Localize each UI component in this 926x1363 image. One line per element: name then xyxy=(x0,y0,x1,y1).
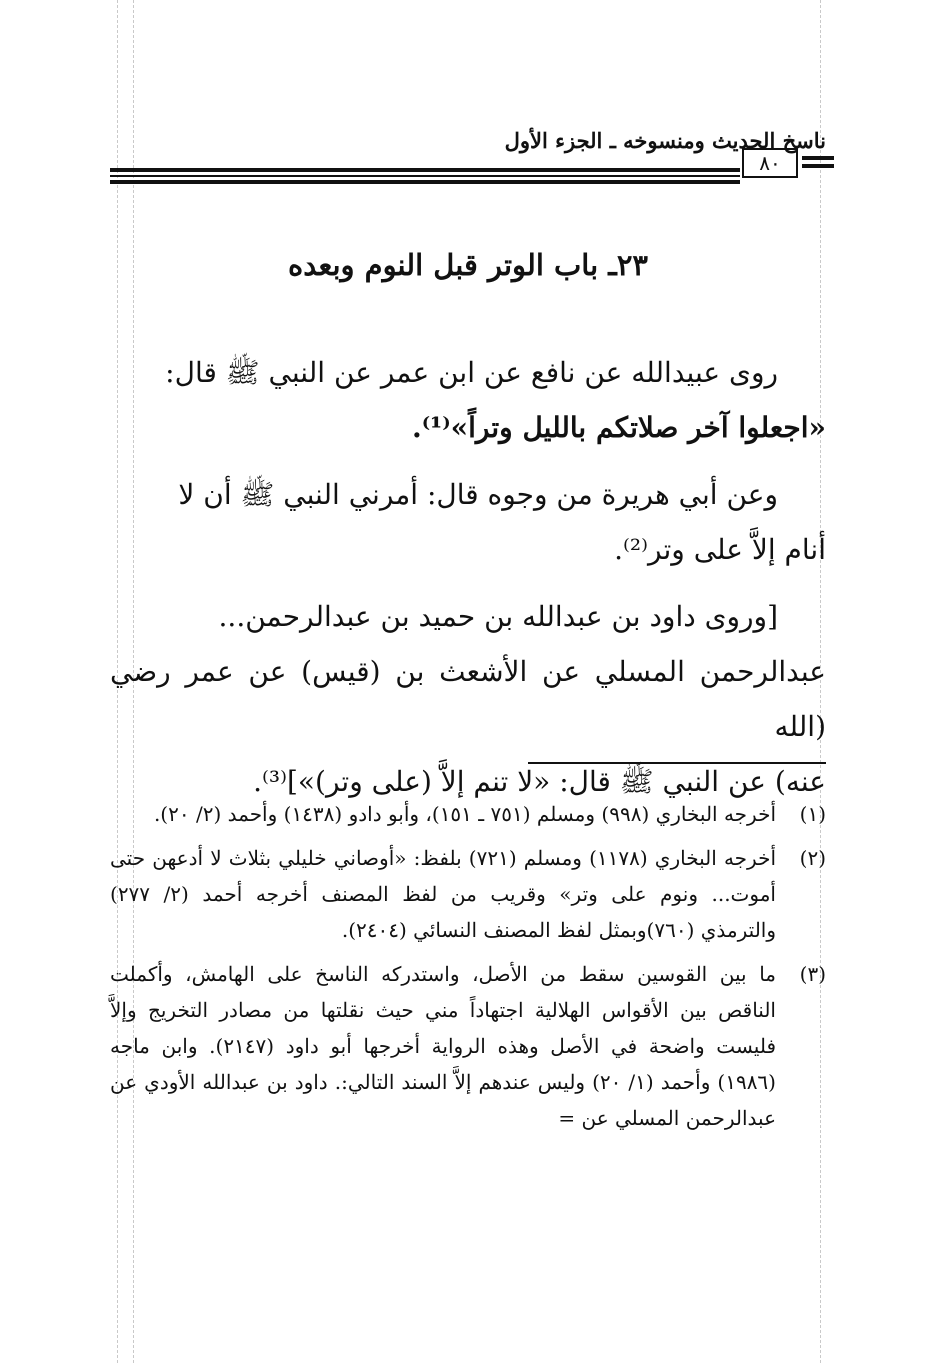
footnote-text: أخرجه البخاري (٩٩٨) ومسلم (٧٥١ ـ ١٥١)، وأبو دادو (١٤٣٨) وأحمد (٢/ ٢٠). xyxy=(153,802,776,826)
paragraph xyxy=(110,589,826,809)
footnote xyxy=(110,840,826,948)
header-rule xyxy=(110,180,740,184)
footnote-text: أخرجه البخاري (١١٧٨) ومسلم (٧٢١) بلفظ: «أوصاني خليلي بثلاث لا أدعهن حتى أموت... ونوم على وتر» وقريب من لفظ المصنف أخرجه أحمد (٢/ ٢٧٧) والترمذي (٧٦٠)وبمثل لفظ المصنف النسائي (٢٤٠٤). xyxy=(110,846,776,942)
page-number: ٨٠ xyxy=(742,148,798,178)
paragraph xyxy=(110,345,826,455)
paragraph-line: أنام إلاَّ على وتر⁽²⁾. xyxy=(614,533,826,566)
paragraph-line: عنه) عن النبي ﷺ قال: «لا تنم إلاَّ (على وتر)»]⁽³⁾. xyxy=(253,765,826,798)
footnote-divider xyxy=(528,762,826,764)
header-mark xyxy=(802,164,834,168)
header-rule xyxy=(110,168,740,172)
hadith-quote: «اجعلوا آخر صلاتكم بالليل وتراً»⁽¹⁾. xyxy=(411,411,826,444)
footnote-text: ما بين القوسين سقط من الأصل، واستدركه الناسخ على الهامش، وأكملت الناقص بين الأقواس الهلالية اجتهاداً مني حيث نقلتها من مصادر التخريج وإلاَّ فليست واضحة في الأصل وهذه الرواية أخرجها أبو داود (٢١٤٧). وابن ماجه (١٩٨٦) وأحمد (١/ ٢٠) وليس عندهم إلاَّ السند التالي:. داود بن عبدالله الأودي عن عبدالرحمن المسلي عن = xyxy=(110,962,776,1130)
header-mark xyxy=(802,156,834,160)
footnote-number: (١) xyxy=(799,802,826,826)
running-title: ناسخ الحديث ومنسوخه ـ الجزء الأول xyxy=(504,128,826,153)
header-rule xyxy=(110,175,740,177)
footnote xyxy=(110,956,826,1136)
footnote-number: (٣) xyxy=(799,962,826,986)
paragraph xyxy=(110,467,826,577)
chapter-title: ٢٣ـ باب الوتر قبل النوم وبعده xyxy=(288,248,648,282)
paragraph-line: [وروى داود بن عبدالله بن حميد بن عبدالرحمن... xyxy=(218,600,778,633)
paragraph-line: وعن أبي هريرة من وجوه قال: أمرني النبي ﷺ أن لا xyxy=(178,478,778,511)
page-header xyxy=(110,128,826,182)
footnotes xyxy=(110,796,826,1144)
footnote xyxy=(110,796,826,832)
main-text xyxy=(110,345,826,821)
paragraph-line: روى عبيدالله عن نافع عن ابن عمر عن النبي ﷺ قال: xyxy=(165,356,778,389)
paragraph-line: عبدالرحمن المسلي عن الأشعث بن (قيس) عن عمر رضي (الله xyxy=(110,655,826,743)
footnote-number: (٢) xyxy=(799,846,826,870)
